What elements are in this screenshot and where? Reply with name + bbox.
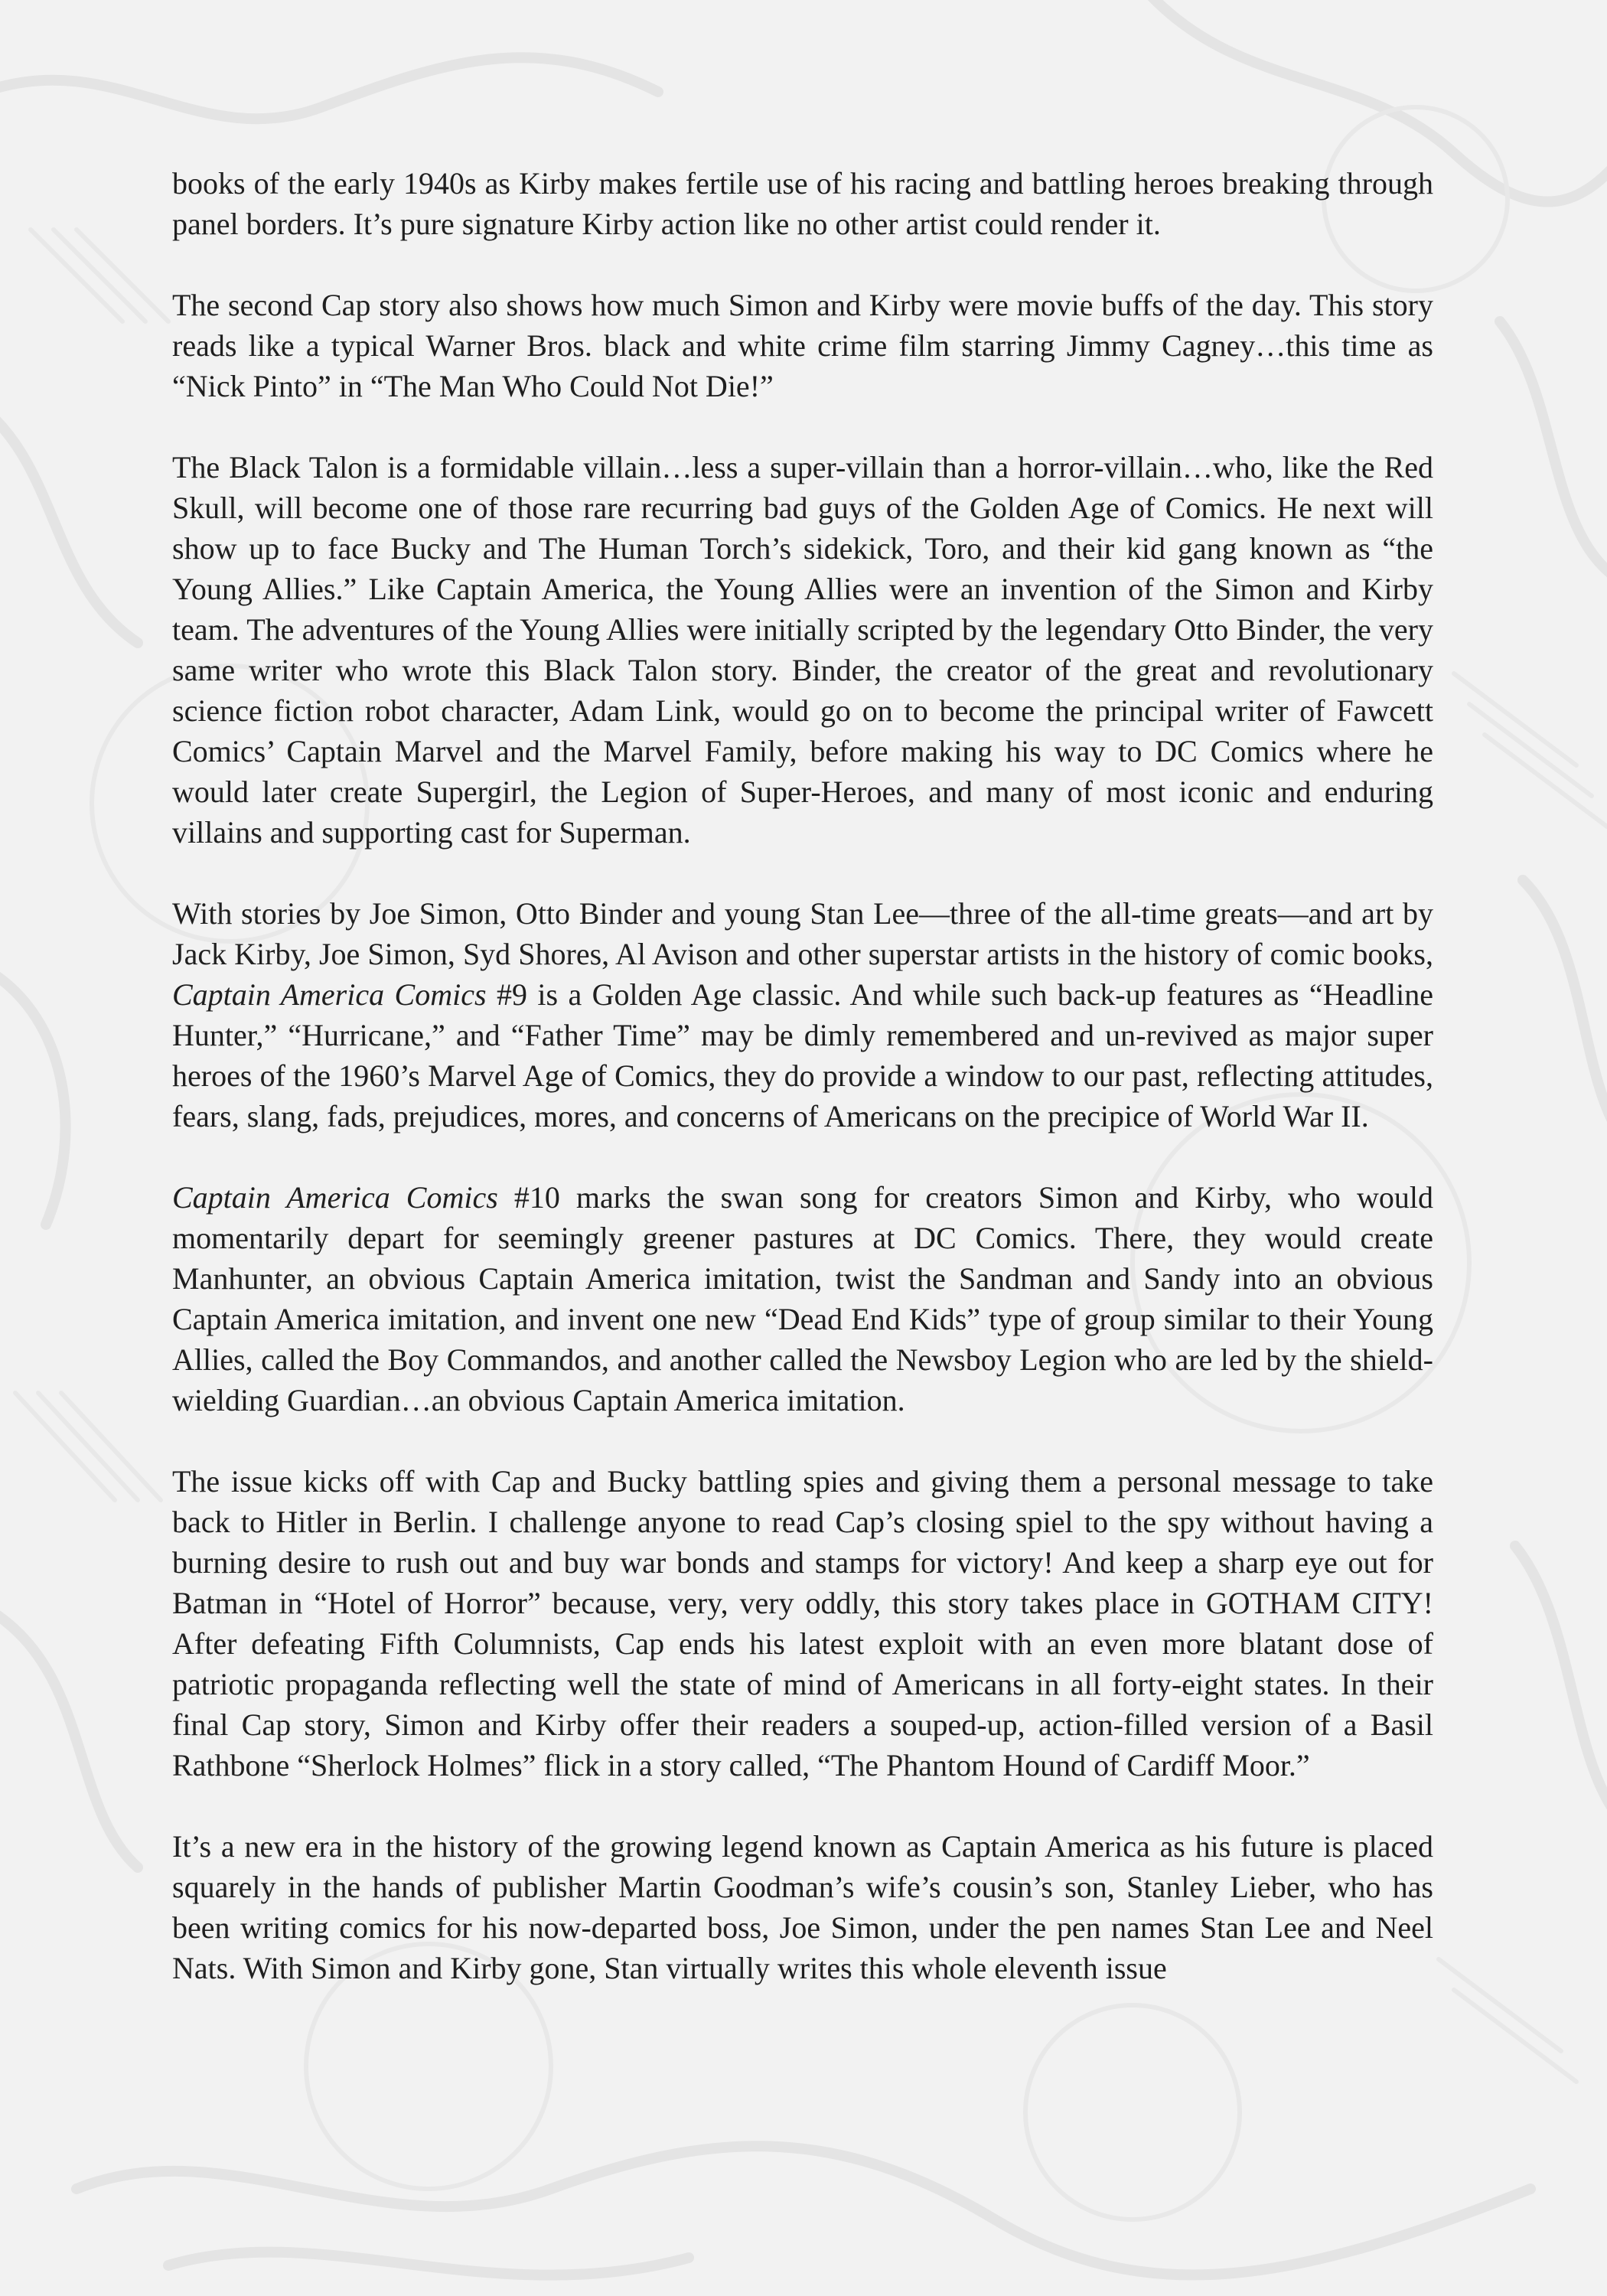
paragraph-4 <box>172 893 1433 1137</box>
paragraph-3: The Black Talon is a formidable villain…less a super-villain than a horror-villain…who, like the Red Skull, will become one of those rare recurring bad guys of the Golden Age of Comics. He next will show up to face Bucky and The Human Torch’s sidekick, Toro, and their kid gang known as “the Young Allies.” Like Captain America, the Young Allies were an invention of the Simon and Kirby team. The adventures of the Young Allies were initially scripted by the legendary Otto Binder, the very same writer who wrote this Black Talon story. Binder, the creator of the great and revolutionary science fiction robot character, Adam Link, would go on to become the principal writer of Fawcett Comics’ Captain Marvel and the Marvel Family, before making his way to DC Comics where he would later create Supergirl, the Legion of Super-Heroes, and many of most iconic and enduring villains and supporting cast for Superman. <box>172 450 1433 850</box>
article-body <box>172 163 1433 1988</box>
comic-title-italic: Captain America Comics <box>172 977 487 1012</box>
paragraph-4-lead: With stories by Joe Simon, Otto Binder and young Stan Lee—three of the all-time greats—and art by Jack Kirby, Joe Simon, Syd Shores, Al Avison and other superstar artists in the history of comic books, <box>172 896 1433 971</box>
paragraph-6: The issue kicks off with Cap and Bucky battling spies and giving them a personal message to take back to Hitler in Berlin. I challenge anyone to read Cap’s closing spiel to the spy without having a burning desire to rush out and buy war bonds and stamps for victory! And keep a sharp eye out for Batman in “Hotel of Horror” because, very, very oddly, this story takes place in GOTHAM CITY! After defeating Fifth Columnists, Cap ends his latest exploit with an even more blatant dose of patriotic propaganda reflecting well the state of mind of Americans in all forty-eight states. In their final Cap story, Simon and Kirby offer their readers a souped-up, action-filled version of a Basil Rathbone “Sherlock Holmes” flick in a story called, “The Phantom Hound of Cardiff Moor.” <box>172 1464 1433 1782</box>
paragraph-5-rest: #10 marks the swan song for creators Simon and Kirby, who would momentarily depart for seemingly greener pastures at DC Comics. There, they would create Manhunter, an obvious Captain America imitation, twist the Sandman and Sandy into an obvious Captain America imitation, and invent one new “Dead End Kids” type of group similar to their Young Allies, called the Boy Commandos, and another called the Newsboy Legion who are led by the shield-wielding Guardian…an obvious Captain America imitation. <box>172 1180 1433 1417</box>
paragraph-2: The second Cap story also shows how much Simon and Kirby were movie buffs of the day. This story reads like a typical Warner Bros. black and white crime film starring Jimmy Cagney…this time as “Nick Pinto” in “The Man Who Could Not Die!” <box>172 288 1433 403</box>
paragraph-4-rest: #9 is a Golden Age classic. And while such back-up features as “Headline Hunter,” “Hurricane,” and “Father Time” may be dimly remembered and un-revived as major super heroes of the 1960’s Marvel Age of Comics, they do provide a window to our past, reflecting attitudes, fears, slang, fads, prejudices, mores, and concerns of Americans on the precipice of World War II. <box>172 977 1433 1133</box>
comic-title-italic: Captain America Comics <box>172 1180 498 1215</box>
paragraph-7: It’s a new era in the history of the growing legend known as Captain America as his future is placed squarely in the hands of publisher Martin Goodman’s wife’s cousin’s son, Stanley Lieber, who has been writing comics for his now-departed boss, Joe Simon, under the pen names Stan Lee and Neel Nats. With Simon and Kirby gone, Stan virtually writes this whole eleventh issue <box>172 1829 1433 1985</box>
paragraph-1: books of the early 1940s as Kirby makes fertile use of his racing and battling heroes breaking through panel borders. It’s pure signature Kirby action like no other artist could render it. <box>172 166 1433 241</box>
paragraph-5 <box>172 1177 1433 1420</box>
